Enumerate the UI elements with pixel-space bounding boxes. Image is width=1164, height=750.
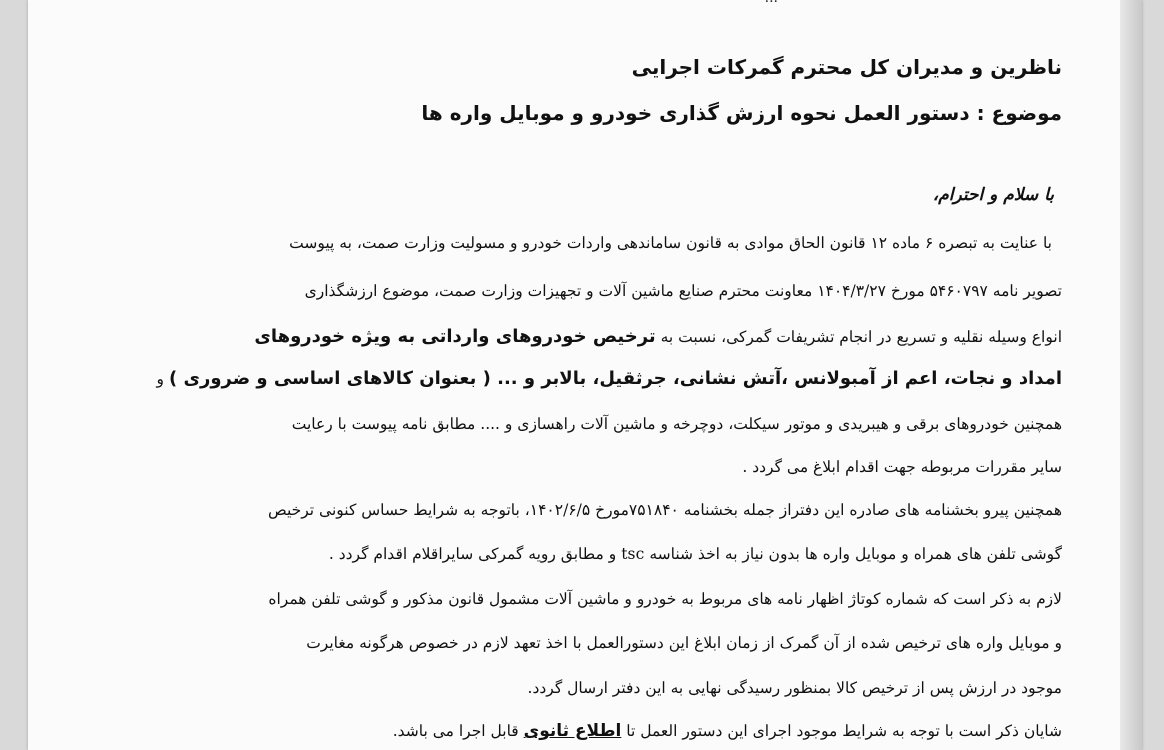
- letter-page: [28, 0, 1142, 750]
- paragraph-1-line-4: [157, 368, 1062, 389]
- paragraph-1-line-6: سایر مقررات مربوطه جهت اقدام ابلاغ می گردد .: [742, 458, 1062, 476]
- paragraph-4-underlined: اطلاع ثانوی: [523, 721, 622, 741]
- paragraph-2-line-1: همچنین پیرو بخشنامه های صادره این دفتراز جمله بخشنامه ۷۵۱۸۴۰مورخ ۱۴۰۲/۶/۵، باتوجه به شرایط حساس کنونی ترخیص: [267, 501, 1062, 519]
- paragraph-3-line-3: موجود در ارزش پس از ترخیص کالا بمنظور رسیدگی نهایی به این دفتر ارسال گردد.: [527, 679, 1062, 697]
- paragraph-3-line-1: لازم به ذکر است که شماره کوتاژ اظهار نامه های مربوط به خودرو و ماشین آلات مشمول قانون مذکور و گوشی تلفن همراه: [268, 590, 1062, 608]
- cut-off-header-text: [668, 0, 778, 4]
- addressee-heading: ناظرین و مدیران کل محترم گمرکات اجرایی: [631, 55, 1062, 79]
- paragraph-1-line-4-bold: امداد و نجات، اعم از آمبولانس ،آتش نشانی، جرثقیل، بالابر و ... ( بعنوان کالاهای اساسی و ضروری ): [168, 368, 1062, 389]
- paragraph-4-tail: قابل اجرا می باشد.: [392, 722, 524, 740]
- paragraph-1-line-2: تصویر نامه ۵۴۶۰۷۹۷ مورخ ۱۴۰۴/۳/۲۷ معاونت محترم صنایع ماشین آلات و تجهیزات وزارت صمت، موضوع ارزشگذاری: [304, 282, 1062, 300]
- paragraph-1-line-5: همچنین خودروهای برقی و هیبریدی و موتور سیکلت، دوچرخه و ماشین آلات راهسازی و .... مطابق نامه پیوست با رعایت: [291, 415, 1062, 433]
- paragraph-1-line-3: [254, 326, 1062, 347]
- paragraph-2-line-2: گوشی تلفن های همراه و موبایل واره ها بدون نیاز به اخذ شناسه tsc و مطابق رویه گمرکی سایراقلام اقدام گردد .: [328, 545, 1062, 563]
- salutation: با سلام و احترام،: [932, 185, 1054, 205]
- paragraph-4-text: شایان ذکر است با توجه به شرایط موجود اجرای این دستور العمل تا: [621, 722, 1062, 740]
- paragraph-1-line-1: با عنایت به تبصره ۶ ماده ۱۲ قانون الحاق موادی به قانون ساماندهی واردات خودرو و مسولیت وزارت صمت، به پیوست: [289, 234, 1052, 252]
- paragraph-1-line-4-tail: و: [156, 370, 169, 388]
- paragraph-3-line-2: و موبایل واره های ترخیص شده از آن گمرک از زمان ابلاغ این دستورالعمل با اخذ تعهد لازم در خصوص هرگونه مغایرت: [306, 634, 1062, 652]
- subject-heading: موضوع : دستور العمل نحوه ارزش گذاری خودرو و موبایل واره ها: [421, 101, 1062, 125]
- paragraph-1-line-3-bold: ترخیص خودروهای وارداتی به ویژه خودروهای: [254, 326, 656, 347]
- page-edge-shadow: [1120, 0, 1142, 750]
- paragraph-4: [393, 721, 1062, 741]
- paragraph-1-line-3-text: انواع وسیله نقلیه و تسریع در انجام تشریفات گمرکی، نسبت به: [655, 328, 1062, 346]
